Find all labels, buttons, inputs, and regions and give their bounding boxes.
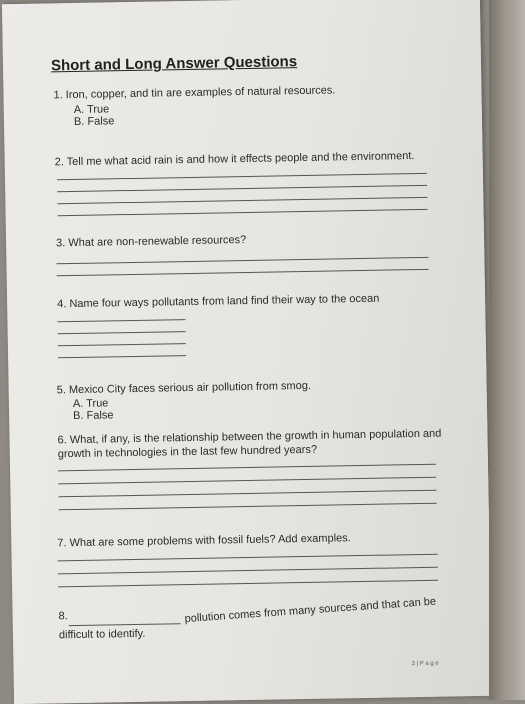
question-7: 7. What are some problems with fossil fuels? Add examples. [57, 532, 351, 550]
question-6-line-1: 6. What, if any, is the relationship between the growth in human population and [57, 427, 442, 447]
question-2: 2. Tell me what acid rain is and how it effects people and the environment. [54, 150, 415, 169]
worksheet-page [2, 0, 492, 704]
fill-in-blank-line [69, 623, 181, 626]
question-8-text: pollution comes from many sources and that can be [184, 595, 437, 626]
answer-line [58, 567, 438, 575]
question-8-number: 8. [58, 610, 68, 623]
answer-line [57, 173, 427, 180]
question-6-line-2: growth in technologies in the last few hundred years? [57, 443, 318, 461]
question-4: 4. Name four ways pollutants from land find their way to the ocean [57, 292, 380, 311]
worksheet-title: Short and Long Answer Questions [50, 53, 298, 75]
answer-line [58, 343, 186, 346]
question-1: 1. Iron, copper, and tin are examples of natural resources. [53, 84, 336, 102]
answer-line [57, 185, 427, 192]
question-1-option-b: B. False [73, 115, 115, 128]
answer-line [59, 490, 437, 498]
answer-line [58, 477, 436, 485]
question-5-option-b: B. False [73, 409, 114, 423]
answer-line [58, 355, 186, 358]
answer-line [58, 464, 436, 472]
answer-line [57, 269, 429, 276]
answer-line [58, 331, 186, 334]
answer-line [58, 209, 428, 216]
question-1-option-a: A. True [73, 103, 110, 116]
answer-line [57, 197, 427, 204]
answer-line [58, 554, 438, 562]
answer-line [57, 319, 185, 322]
page-number: 3 | P a g e [411, 660, 439, 668]
question-5-option-a: A. True [72, 397, 109, 411]
answer-line [59, 503, 437, 511]
question-3: 3. What are non-renewable resources? [56, 233, 247, 250]
background-surface [489, 0, 525, 700]
answer-line [58, 580, 438, 588]
question-8-continuation: difficult to identify. [58, 627, 146, 642]
answer-line [56, 257, 428, 264]
question-5: 5. Mexico City faces serious air pollution from smog. [56, 379, 312, 397]
